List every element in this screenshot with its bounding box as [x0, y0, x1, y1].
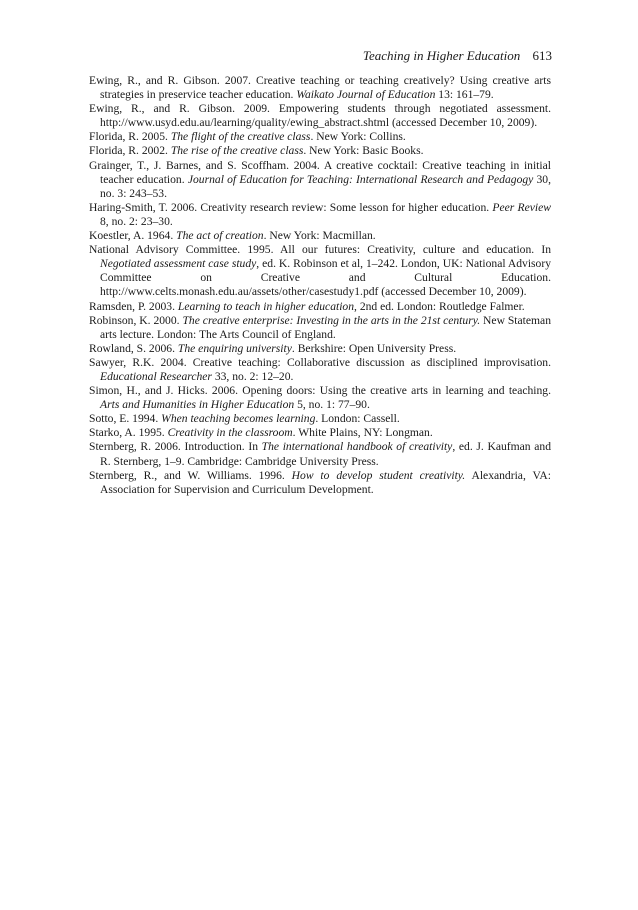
reference-italic-title: Arts and Humanities in Higher Education — [100, 398, 295, 412]
reference-text: 5, no. 1: 77–90. — [294, 398, 370, 412]
reference-text: Ewing, R., and R. Gibson. 2007. Creative teaching or teaching creatively? Using creative arts strategies in preservice teacher education. — [89, 74, 551, 102]
reference-entry — [89, 243, 551, 299]
reference-text: New Stateman arts lecture. London: The Arts Council of England. — [100, 313, 552, 341]
reference-text: . White Plains, NY: Longman. — [292, 426, 433, 440]
reference-italic-title: The creative enterprise: Investing in the arts in the 21st century. — [182, 313, 481, 327]
reference-entry — [89, 440, 551, 468]
reference-italic-title: How to develop student creativity. — [291, 468, 466, 482]
reference-italic-title: Learning to teach in higher education — [177, 299, 355, 313]
reference-text: Haring-Smith, T. 2006. Creativity research review: Some lesson for higher education. — [89, 200, 493, 214]
reference-entry — [89, 426, 551, 440]
reference-text: Robinson, K. 2000. — [89, 313, 183, 327]
reference-text: Ramsden, P. 2003. — [89, 299, 178, 313]
reference-italic-title: The enquiring university — [177, 341, 292, 355]
reference-entry — [89, 412, 551, 426]
reference-entry — [89, 229, 551, 243]
reference-entry — [89, 159, 551, 201]
reference-italic-title: When teaching becomes learning — [161, 412, 316, 426]
reference-entry — [89, 469, 551, 497]
reference-text: . New York: Macmillan. — [263, 229, 376, 243]
reference-text: 33, no. 2: 12–20. — [211, 369, 294, 383]
reference-text: 30, no. 3: 243–53. — [100, 172, 552, 200]
reference-entry — [89, 102, 551, 130]
reference-entry — [89, 314, 551, 342]
reference-entry — [89, 342, 551, 356]
reference-text: Koestler, A. 1964. — [89, 229, 177, 243]
reference-text: 13: 161–79. — [435, 88, 494, 102]
reference-text: Sotto, E. 1994. — [89, 412, 162, 426]
reference-text: , ed. J. Kaufman and R. Sternberg, 1–9. Cambridge: Cambridge University Press. — [100, 440, 551, 468]
reference-list — [89, 74, 551, 497]
reference-text: Starko, A. 1995. — [89, 426, 168, 440]
reference-entry — [89, 384, 551, 412]
reference-italic-title: Waikato Journal of Education — [296, 88, 436, 102]
reference-italic-title: The flight of the creative class — [170, 130, 311, 144]
reference-entry — [89, 300, 551, 314]
reference-italic-title: The international handbook of creativity — [261, 440, 453, 454]
reference-italic-title: Creativity in the classroom — [167, 426, 293, 440]
reference-text: . New York: Collins. — [310, 130, 406, 144]
reference-text: , 2nd ed. London: Routledge Falmer. — [354, 299, 525, 313]
reference-text: Grainger, T., J. Barnes, and S. Scoffham. 2004. A creative cocktail: Creative teaching in initial teacher education. — [89, 158, 551, 186]
reference-text: Sternberg, R., and W. Williams. 1996. — [89, 468, 292, 482]
reference-text: Rowland, S. 2006. — [89, 341, 178, 355]
journal-title: Teaching in Higher Education — [362, 48, 521, 63]
reference-italic-title: Negotiated assessment case study — [100, 257, 257, 271]
reference-italic-title: Peer Review — [492, 200, 551, 214]
reference-text: Alexandria, VA: Association for Supervision and Curriculum Development. — [100, 468, 551, 496]
reference-text: Ewing, R., and R. Gibson. 2009. Empowering students through negotiated assessment. http://www.usyd.edu.au/learning/quality/ewing_abstract.shtml (accessed December 10, 2009). — [89, 102, 551, 130]
reference-text: Florida, R. 2002. — [89, 144, 171, 158]
reference-italic-title: The rise of the creative class — [170, 144, 304, 158]
reference-italic-title: The act of creation — [176, 229, 264, 243]
reference-text: Sawyer, R.K. 2004. Creative teaching: Collaborative discussion as disciplined improvisation. — [89, 355, 551, 369]
reference-entry — [89, 144, 551, 158]
reference-entry — [89, 130, 551, 144]
reference-text: Sternberg, R. 2006. Introduction. In — [89, 440, 262, 454]
reference-entry — [89, 74, 551, 102]
reference-italic-title: Educational Researcher — [100, 369, 212, 383]
reference-text: Florida, R. 2005. — [89, 130, 171, 144]
reference-entry — [89, 356, 551, 384]
reference-italic-title: Journal of Education for Teaching: International Research and Pedagogy — [187, 172, 534, 186]
reference-text: . New York: Basic Books. — [303, 144, 424, 158]
reference-text: . London: Cassell. — [315, 412, 400, 426]
page-number: 613 — [532, 48, 552, 63]
reference-text: Simon, H., and J. Hicks. 2006. Opening doors: Using the creative arts in learning and teaching. — [89, 384, 551, 398]
reference-text: , ed. K. Robinson et al, 1–242. London, UK: National Advisory Committee on Creative and Cultural Education. http://www.celts.monash.edu.au/assets/other/casestudy1.pdf (accessed December 10, 2009). — [100, 257, 552, 299]
reference-entry — [89, 201, 551, 229]
reference-text: National Advisory Committee. 1995. All our futures: Creativity, culture and education. In — [89, 243, 551, 257]
running-header — [363, 48, 552, 64]
reference-text: . Berkshire: Open University Press. — [291, 341, 457, 355]
reference-text: 8, no. 2: 23–30. — [100, 214, 173, 228]
